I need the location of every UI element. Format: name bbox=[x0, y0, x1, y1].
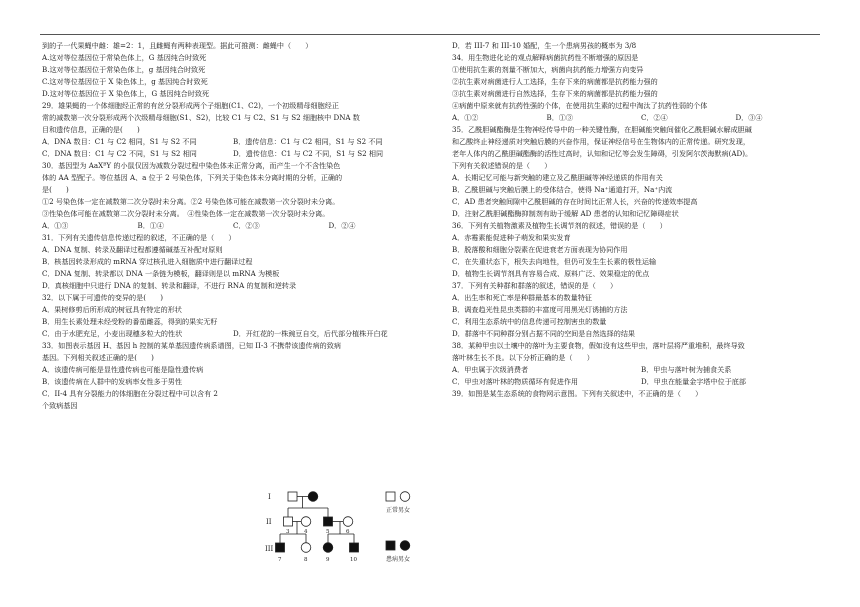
q33-stem-2: 基因。下列相关叙述正确的是( ) bbox=[42, 353, 154, 362]
header-rule bbox=[40, 34, 820, 35]
num-10: 10 bbox=[350, 557, 357, 563]
q38-option-b: B．甲虫与落叶树为捕食关系 bbox=[641, 365, 732, 374]
q38-options-cd bbox=[452, 376, 830, 388]
q32-options-cd bbox=[42, 328, 424, 340]
q34-statement-2: ②抗生素对病菌进行人工选择，生存下来的病菌都是抗药能力强的 bbox=[452, 77, 658, 86]
q38-options-ab bbox=[452, 364, 830, 376]
q34-option-b: B．①③ bbox=[546, 113, 573, 122]
q29-stem-2: 常的减数第一次分裂形成两个次级精母细胞(S1、S2)，比较 C1 与 C2、S1 与 S2 细胞核中 DNA 数 bbox=[42, 113, 360, 122]
q37-option-b: B．调查趋光性昆虫类群的丰富度可用黑光灯诱捕的方法 bbox=[452, 305, 628, 314]
q31-option-a: A．DNA 复制、转录及翻译过程都遵循碱基互补配对原则 bbox=[42, 245, 223, 254]
q36-option-b: B．脱落酸和细胞分裂素在促进衰老方面表现为协同作用 bbox=[452, 245, 628, 254]
q33-option-d: D．若 III-7 和 III-10 婚配，生一个患病男孩的概率为 3/8 bbox=[452, 41, 637, 50]
q35-stem-2: 和乙酸终止神经递质对突触后膜的兴奋作用，保证神经信号在生物体内的正常传递。研究发现， bbox=[452, 137, 750, 146]
q30-statement-2: ③性染色体可能在减数第二次分裂时未分离。 ④性染色体一定在减数第一次分裂时未分离。 bbox=[42, 209, 330, 218]
num-8: 8 bbox=[304, 557, 308, 563]
q33-option-b: B．该遗传病在人群中的发病率女性多于男性 bbox=[42, 377, 182, 386]
q37-stem: 37．下列有关种群和群落的叙述，错误的是（ ） bbox=[452, 281, 618, 290]
num-6: 6 bbox=[346, 529, 350, 535]
pedigree-male-affected-10 bbox=[350, 543, 359, 552]
q34-option-c: C．②④ bbox=[641, 113, 668, 122]
gen-label-iii: III bbox=[265, 545, 274, 553]
pedigree-female-normal-8 bbox=[301, 543, 311, 553]
q34-statement-1: ①使用抗生素的剂量不断加大，病菌向抗药能力增强方向变异 bbox=[452, 65, 644, 74]
q28-option-c: C.这对等位基因位于 X 染色体上，g 基因纯合时致死 bbox=[42, 77, 208, 86]
pedigree-male-normal-1 bbox=[288, 492, 297, 501]
q32-option-a: A．果树修剪后所形成的树冠具有特定的形状 bbox=[42, 305, 182, 314]
q37-option-a: A．出生率和死亡率是种群最基本的数量特征 bbox=[452, 293, 592, 302]
q39-stem: 39．如图是某生态系统的食物网示意图。下列有关叙述中，不正确的是（ ） bbox=[452, 389, 703, 398]
q37-option-c: C．利用生态系统中的信息传递可控制害虫的数量 bbox=[452, 317, 607, 326]
gen-label-ii: II bbox=[266, 518, 272, 526]
q34-statement-3: ③抗生素对病菌进行自然选择，生存下来的病菌都是抗药能力强的 bbox=[452, 89, 658, 98]
q35-option-a: A．长期记忆可能与新突触的建立及乙酰胆碱等神经递质的作用有关 bbox=[452, 173, 663, 182]
q30-option-a: A．①③ bbox=[42, 221, 69, 230]
legend-female-normal-icon bbox=[400, 492, 410, 502]
q35-stem-3: 老年人体内的乙酰胆碱酯酶的活性过高时，认知和记忆等会发生障碍，引发阿尔茨海默病(AD)。 bbox=[452, 149, 753, 158]
q28-option-a: A.这对等位基因位于常染色体上，G 基因纯合时致死 bbox=[42, 53, 207, 62]
q34-options bbox=[452, 112, 830, 124]
q34-option-d: D．③④ bbox=[735, 113, 763, 122]
q31-option-d: D．真核细胞中只进行 DNA 的复制、转录和翻译，不进行 RNA 的复制和逆转录 bbox=[42, 281, 297, 290]
q32-option-c: C．由于水肥充足，小麦出现穗多粒大的性状 bbox=[42, 329, 183, 338]
q29-option-d: D．遗传信息：C1 与 C2 不同，S1 与 S2 相同 bbox=[233, 149, 384, 158]
num-3: 3 bbox=[286, 529, 290, 535]
q35-stem-4: 下列有关叙述错误的是（ ） bbox=[452, 161, 552, 170]
q31-stem: 31．下列有关遗传信息传递过程的叙述，不正确的是（ ） bbox=[42, 233, 236, 242]
q35-stem-1: 35．乙酰胆碱酯酶是生物神经传导中的一种关键性酶，在胆碱能突触间催化乙酰胆碱水解成胆碱 bbox=[452, 125, 752, 134]
num-7: 7 bbox=[278, 557, 282, 563]
q29-options-cd bbox=[42, 148, 424, 160]
legend-male-affected-icon bbox=[386, 541, 395, 550]
pedigree-female-affected-2 bbox=[308, 492, 318, 502]
gen-label-i: I bbox=[268, 493, 271, 501]
q30-stem-3: 是( ) bbox=[42, 185, 69, 194]
pedigree-female-normal-6 bbox=[343, 517, 353, 527]
pedigree-male-affected-5 bbox=[324, 517, 333, 526]
q36-option-a: A．赤霉素能促进种子萌发和果实发育 bbox=[452, 233, 571, 242]
legend-normal-label: 正常男女 bbox=[386, 507, 411, 514]
q38-option-d: D．甲虫在能量金字塔中位于底部 bbox=[641, 377, 746, 386]
left-column bbox=[42, 40, 424, 412]
q34-stem: 34．用生物进化论的观点解释病菌抗药性不断增强的原因是 bbox=[452, 53, 639, 62]
q28-option-b: B.这对等位基因位于常染色体上，g 基因纯合时致死 bbox=[42, 65, 206, 74]
q30-option-c: C．②③ bbox=[233, 221, 260, 230]
q29-stem-3: 目和遗传信息，正确的是( ) bbox=[42, 125, 140, 134]
legend-female-affected-icon bbox=[400, 541, 410, 551]
pedigree-female-affected-9 bbox=[323, 543, 333, 553]
q30-option-b: B．①④ bbox=[137, 221, 164, 230]
q38-stem-1: 38．某种甲虫以土壤中的落叶为主要食物，假如没有这些甲虫，落叶层将严重堆积，最终导致 bbox=[452, 341, 745, 350]
q32-option-b: B．用生长素处理未经受粉的番茄雌蕊，得到的果实无籽 bbox=[42, 317, 218, 326]
q35-option-b: B．乙酰胆碱与突触后膜上的受体结合，使得 Na⁺通道打开，Na⁺内流 bbox=[452, 185, 673, 194]
q37-option-d: D．群落中不同种群分别占据不同的空间是自然选择的结果 bbox=[452, 329, 636, 338]
q33-stem-1: 33．如图表示基因 H、基因 h 控制的某单基因遗传病系谱图，已知 II-3 不携带该遗传病的致病 bbox=[42, 341, 341, 350]
num-4: 4 bbox=[304, 529, 308, 535]
q38-option-c: C．甲虫对落叶林的物质循环有促进作用 bbox=[452, 377, 579, 386]
q32-option-d: D．开红花的一株豌豆自交，后代部分植株开白花 bbox=[233, 329, 388, 338]
q29-option-b: B．遗传信息：C1 与 C2 相同，S1 与 S2 不同 bbox=[233, 137, 383, 146]
q34-statement-4: ④病菌中原来就有抗药性强的个体，在使用抗生素的过程中淘汰了抗药性弱的个体 bbox=[452, 101, 708, 110]
q35-option-d: D．注射乙酰胆碱酯酶抑制剂有助于缓解 AD 患者的认知和记忆障碍症状 bbox=[452, 209, 679, 218]
num-5: 5 bbox=[326, 529, 330, 535]
right-column bbox=[452, 40, 830, 400]
pedigree-female-normal-4 bbox=[301, 517, 311, 527]
q30-stem-1: 30．基因型为 AaXᴮY 的小鼠仅因为减数分裂过程中染色体未正常分离，而产生一个不含性染色 bbox=[42, 161, 341, 170]
pedigree-male-affected-7 bbox=[276, 543, 285, 552]
pedigree-chart bbox=[266, 488, 436, 578]
q30-stem-2: 体的 AA 型配子。等位基因 A、a 位于 2 号染色体，下列关于染色体未分离时期的分析，正确的 bbox=[42, 173, 343, 182]
q30-statement-1: ①2 号染色体一定在减数第二次分裂时未分离。②2 号染色体可能在减数第一次分裂时未分离。 bbox=[42, 197, 340, 206]
q34-option-a: A．①② bbox=[452, 113, 479, 122]
q35-option-c: C．AD 患者突触间隙中乙酰胆碱的存在时间比正常人长，兴奋的传递效率提高 bbox=[452, 197, 698, 206]
q33-option-a: A．该遗传病可能是显性遗传病也可能是隐性遗传病 bbox=[42, 365, 204, 374]
pedigree-male-normal-3 bbox=[284, 517, 293, 526]
q28-option-d: D.这对等位基因位于 X 染色体上，G 基因纯合时致死 bbox=[42, 89, 210, 98]
q36-option-d: D．植物生长调节剂具有容易合成、原料广泛、效果稳定的优点 bbox=[452, 269, 650, 278]
q30-option-d: D．②④ bbox=[328, 221, 356, 230]
q38-stem-2: 落叶林生长不良。以下分析正确的是（ ） bbox=[452, 353, 594, 362]
q36-stem: 36．下列有关植物激素及植物生长调节剂的叙述，错误的是（ ） bbox=[452, 221, 667, 230]
q38-option-a: A．甲虫属于次级消费者 bbox=[452, 365, 529, 374]
legend-affected-label: 患病男女 bbox=[386, 556, 411, 563]
num-9: 9 bbox=[326, 557, 330, 563]
q29-option-c: C．DNA 数目：C1 与 C2 不同，S1 与 S2 相同 bbox=[42, 149, 197, 158]
q29-options-ab bbox=[42, 136, 424, 148]
q30-options bbox=[42, 220, 424, 232]
q32-stem: 32．以下属于可遗传的变异的是( ) bbox=[42, 293, 163, 302]
q33-option-c-2: 个致病基因 bbox=[42, 401, 78, 410]
q29-option-a: A．DNA 数目：C1 与 C2 相同，S1 与 S2 不同 bbox=[42, 137, 197, 146]
q28-tail: 到的子一代果蝇中雌：雄=2：1，且雌蝇有两种表现型。据此可推测：雌蝇中（ ） bbox=[42, 41, 313, 50]
q31-option-c: C．DNA 复制、转录都以 DNA 一条链为模板，翻译则是以 mRNA 为模板 bbox=[42, 269, 280, 278]
q33-option-c-1: C．II-4 具有分裂能力的体细胞在分裂过程中可以含有 2 bbox=[42, 389, 218, 398]
q29-stem-1: 29．雄果蝇的一个体细胞经正常的有丝分裂形成两个子细胞(C1、C2)，一个初级精母细胞经正 bbox=[42, 101, 339, 110]
q31-option-b: B．核基因转录形成的 mRNA 穿过核孔进入细胞质中进行翻译过程 bbox=[42, 257, 253, 266]
q36-option-c: C．在失重状态下，根失去向地性，但仍可发生生长素的极性运输 bbox=[452, 257, 657, 266]
legend-male-normal-icon bbox=[386, 492, 395, 501]
